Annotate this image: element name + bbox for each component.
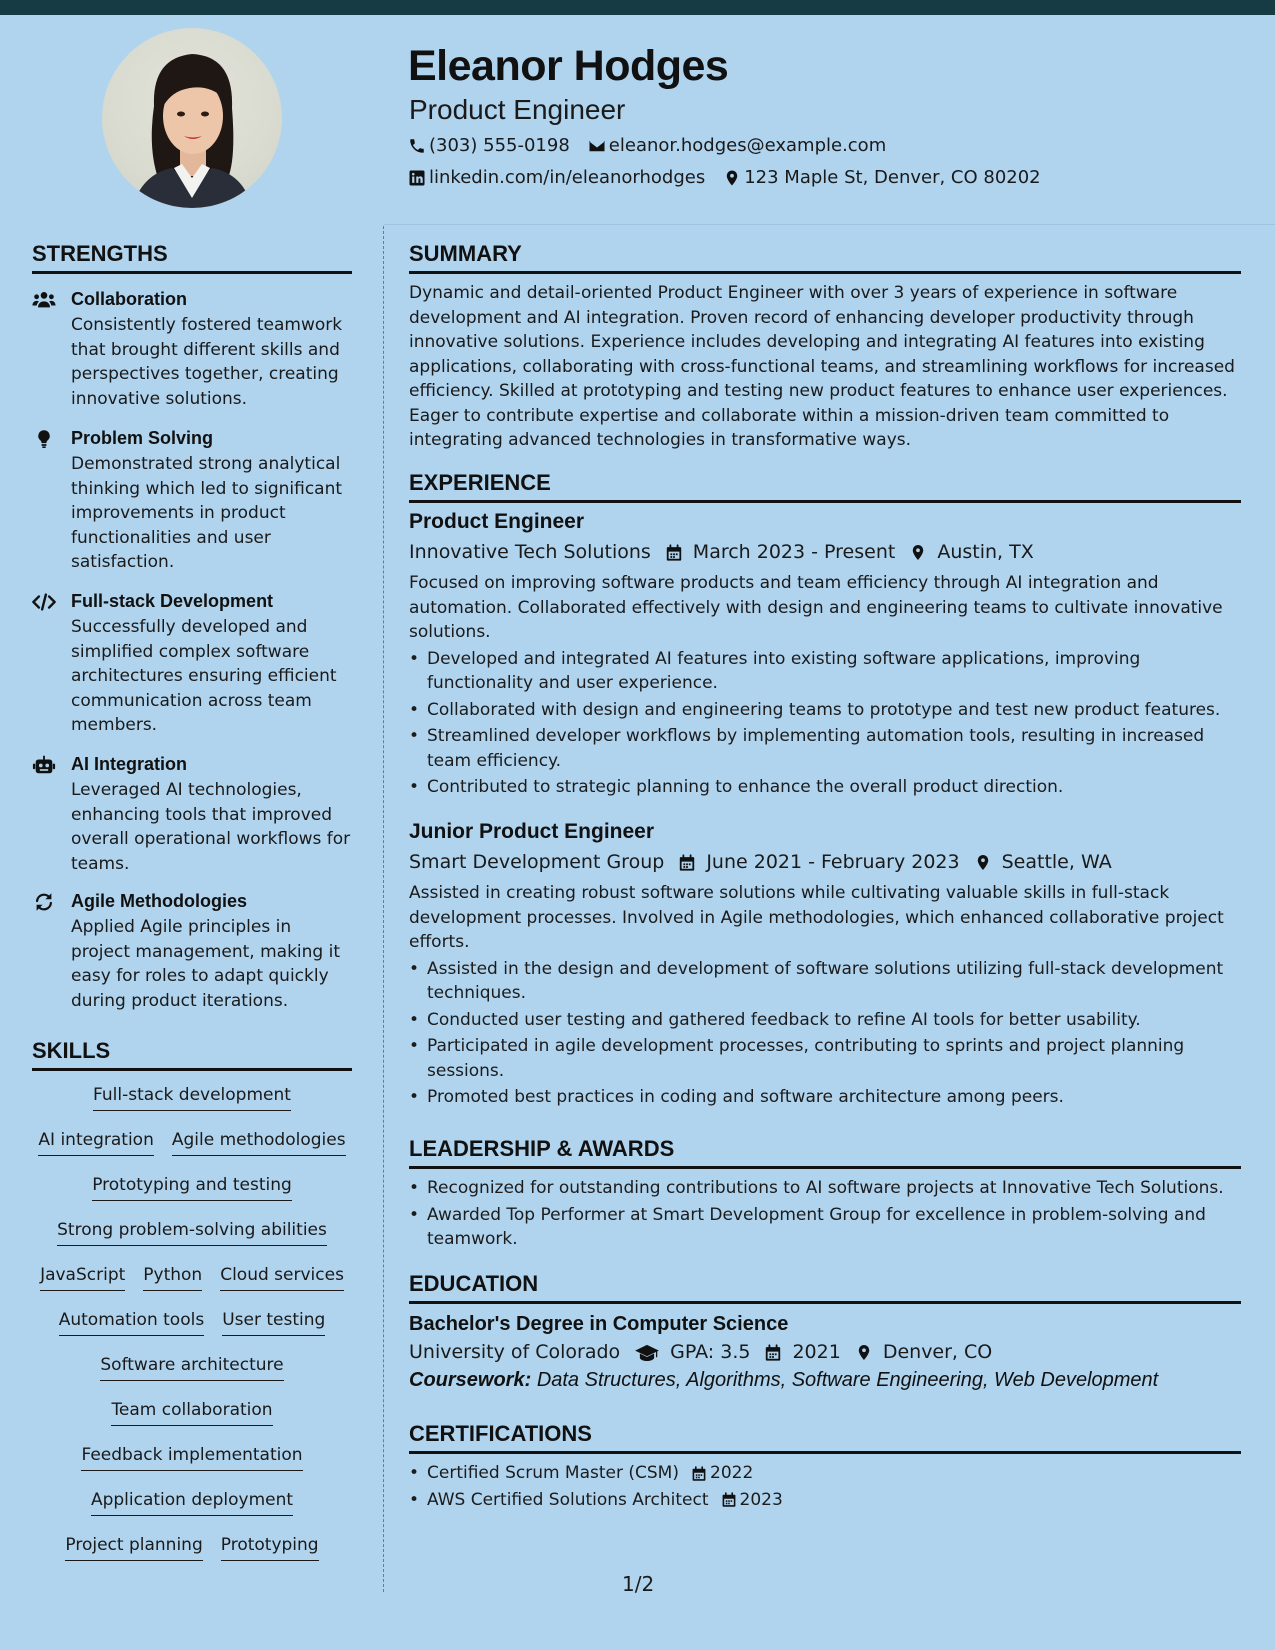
leadership-heading: LEADERSHIP & AWARDS: [409, 1136, 1241, 1169]
skill-tag: Python: [143, 1263, 202, 1291]
job-dates: [678, 851, 959, 873]
job-bullet: • Streamlined developer workflows by implementing automation tools, resulting in increased team efficiency.: [409, 724, 1241, 773]
job-bullets: [409, 957, 1241, 1110]
address-text: 123 Maple St, Denver, CO 80202: [744, 167, 1041, 188]
skill-tag: Application deployment: [91, 1488, 293, 1516]
calendar-icon: [665, 543, 683, 562]
strength-item: [32, 890, 352, 1013]
coursework: [409, 1369, 1241, 1392]
skills-heading: SKILLS: [32, 1038, 352, 1071]
job-meta: [409, 851, 1241, 873]
certification-name: • AWS Certified Solutions Architect: [427, 1489, 709, 1510]
education-year: [764, 1341, 840, 1363]
skill-tag: Feedback implementation: [81, 1443, 302, 1471]
location-text: Denver, CO: [882, 1341, 993, 1363]
certification-year: 2023: [739, 1489, 783, 1510]
education-entry: [409, 1313, 1241, 1392]
skill-tag: Prototyping: [221, 1533, 319, 1561]
skill-tag: AI integration: [38, 1128, 153, 1156]
skill-tag: JavaScript: [40, 1263, 125, 1291]
email-contact[interactable]: [588, 135, 886, 156]
phone-icon: [408, 137, 426, 155]
coursework-label: Coursework:: [409, 1369, 532, 1391]
job-meta: [409, 541, 1241, 563]
top-accent-bar: [0, 0, 1275, 15]
strength-desc: Consistently fostered teamwork that brought different skills and perspectives together, creating innovative solutions.: [71, 315, 343, 409]
job-bullet: • Participated in agile development processes, contributing to sprints and project planning sessions.: [409, 1034, 1241, 1083]
job-entry: [409, 510, 1241, 802]
skill-tag: User testing: [222, 1308, 325, 1336]
envelope-icon: [588, 137, 606, 155]
job-bullet: • Promoted best practices in coding and software architecture among peers.: [409, 1085, 1241, 1110]
skill-tag: Full-stack development: [93, 1083, 291, 1111]
skill-tag: Automation tools: [59, 1308, 204, 1336]
strength-title: Problem Solving: [71, 428, 214, 448]
job-bullet: • Contributed to strategic planning to enhance the overall product direction.: [409, 775, 1241, 800]
map-pin-icon: [974, 853, 992, 872]
column-divider: [383, 226, 384, 1592]
strength-title: AI Integration: [71, 754, 187, 774]
leadership-list: [409, 1176, 1241, 1254]
sync-icon: [32, 892, 58, 912]
address-contact: [723, 167, 1040, 188]
job-company: Innovative Tech Solutions: [409, 541, 651, 563]
job-title: Junior Product Engineer: [409, 820, 655, 843]
experience-heading: EXPERIENCE: [409, 470, 1241, 503]
job-location: [974, 851, 1112, 873]
certification-item: [409, 1488, 1241, 1513]
robot-icon: [32, 755, 58, 775]
candidate-name: Eleanor Hodges: [408, 42, 729, 90]
contact-row-2: [408, 167, 1059, 188]
linkedin-contact[interactable]: [408, 167, 705, 188]
map-pin-icon: [909, 543, 927, 562]
education-heading: EDUCATION: [409, 1271, 1241, 1304]
email-link[interactable]: eleanor.hodges@example.com: [608, 135, 887, 156]
leadership-item: • Recognized for outstanding contributions to AI software projects at Innovative Tech Solutions.: [409, 1176, 1241, 1201]
strength-desc: Applied Agile principles in project management, making it easy for roles to adapt quickly during product iterations.: [71, 917, 340, 1011]
strength-desc: Successfully developed and simplified complex software architectures ensuring efficient communication across team members.: [71, 617, 337, 735]
education-meta: [409, 1341, 1241, 1363]
strength-desc: Leveraged AI technologies, enhancing tools that improved overall operational workflows for teams.: [71, 780, 351, 874]
job-dates: [665, 541, 896, 563]
coursework-text: Data Structures, Algorithms, Software Engineering, Web Development: [536, 1369, 1159, 1391]
certifications-heading: CERTIFICATIONS: [409, 1421, 1241, 1454]
leadership-item: • Awarded Top Performer at Smart Development Group for excellence in problem-solving and teamwork.: [409, 1203, 1241, 1252]
job-location-text: Austin, TX: [937, 541, 1034, 563]
candidate-title: Product Engineer: [409, 94, 626, 125]
skill-tag: Team collaboration: [111, 1398, 272, 1426]
job-dates-text: March 2023 - Present: [692, 541, 896, 563]
skill-tag: Cloud services: [220, 1263, 344, 1291]
gpa-text: GPA: 3.5: [670, 1341, 751, 1363]
strength-item: [32, 753, 352, 876]
map-pin-icon: [723, 169, 741, 187]
page-number: 1/2: [622, 1572, 655, 1596]
degree-title: Bachelor's Degree in Computer Science: [409, 1313, 789, 1335]
job-title: Product Engineer: [409, 510, 585, 533]
education-location: [855, 1341, 992, 1363]
job-location: [909, 541, 1033, 563]
strength-item: [32, 288, 352, 411]
certification-year: 2022: [710, 1463, 754, 1483]
users-icon: [32, 290, 58, 310]
skill-tag: Strong problem-solving abilities: [57, 1218, 327, 1246]
lightbulb-icon: [32, 429, 58, 449]
certification-name: • Certified Scrum Master (CSM): [427, 1463, 679, 1483]
job-bullet: • Developed and integrated AI features into existing software applications, improving functionality and user experience.: [409, 647, 1241, 696]
job-bullet: • Assisted in the design and development of software solutions utilizing full-stack development techniques.: [409, 957, 1241, 1006]
year-text: 2021: [792, 1341, 841, 1363]
education-gpa: [634, 1341, 750, 1363]
job-description: Assisted in creating robust software solutions while cultivating valuable skills in full-stack development processes. Involved in Agile methodologies, which enhanced collaborative project efforts.: [409, 883, 1224, 952]
phone-contact: [408, 135, 570, 156]
job-dates-text: June 2021 - February 2023: [706, 851, 960, 873]
skill-tag: Project planning: [65, 1533, 202, 1561]
strength-title: Collaboration: [71, 289, 187, 309]
strengths-heading: STRENGTHS: [32, 241, 352, 274]
skill-tag: Software architecture: [100, 1353, 283, 1381]
strength-item: [32, 590, 352, 738]
job-description: Focused on improving software products and team efficiency through AI integration and automation. Collaborated effectively with design and engineering teams to cultivate innovative solutions.: [409, 573, 1223, 642]
calendar-icon: [764, 1343, 782, 1362]
linkedin-link[interactable]: linkedin.com/in/eleanorhodges: [429, 167, 706, 188]
summary-heading: SUMMARY: [409, 241, 1241, 274]
job-bullet: • Conducted user testing and gathered feedback to refine AI tools for better usability.: [409, 1008, 1241, 1033]
job-bullets: [409, 647, 1241, 800]
job-location-text: Seattle, WA: [1001, 851, 1112, 873]
summary-text: Dynamic and detail-oriented Product Engineer with over 3 years of experience in software development and AI integration. Proven record of enhancing developer productivity through innovative solutions. Experience includes developing and integrating AI features into existing applications, collaborating with cross-functional teams, and streamlining workflows for increased efficiency. Skilled at prototyping and testing new product features to enhance user experiences. Eager to contribute expertise and collaborate within a mission-driven team committed to integrating advanced technologies in transformative ways.: [409, 283, 1235, 450]
profile-photo: [102, 28, 282, 208]
certification-item: [409, 1461, 1241, 1486]
school-name: University of Colorado: [409, 1341, 621, 1363]
skill-tag: Prototyping and testing: [92, 1173, 292, 1201]
strength-title: Agile Methodologies: [71, 891, 248, 911]
calendar-icon: [678, 853, 696, 872]
map-pin-icon: [855, 1343, 873, 1362]
contact-row-1: [408, 135, 904, 156]
code-icon: [32, 592, 58, 612]
phone-text: (303) 555-0198: [429, 135, 570, 156]
skills-list: [32, 1083, 352, 1578]
linkedin-icon: [408, 169, 426, 187]
header-divider: [384, 224, 1275, 225]
skill-tag: Agile methodologies: [172, 1128, 346, 1156]
calendar-icon: [691, 1465, 707, 1482]
calendar-icon: [721, 1491, 737, 1508]
graduation-cap-icon: [634, 1343, 660, 1362]
certifications-list: [409, 1461, 1241, 1514]
job-entry: [409, 820, 1241, 1112]
job-company: Smart Development Group: [409, 851, 665, 873]
strength-desc: Demonstrated strong analytical thinking which led to significant improvements in product functionalities and user satisfaction.: [71, 454, 343, 572]
strength-item: [32, 427, 352, 575]
strength-title: Full-stack Development: [71, 591, 274, 611]
job-bullet: • Collaborated with design and engineering teams to prototype and test new product features.: [409, 698, 1241, 723]
